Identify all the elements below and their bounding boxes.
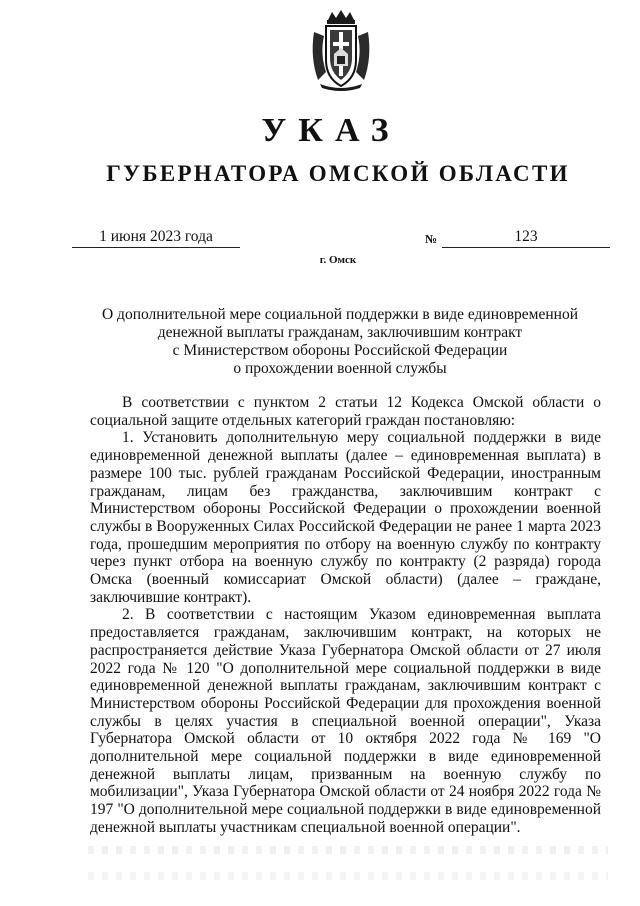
- decree-heading: [90, 306, 590, 378]
- faint-scan-artifact: [88, 846, 608, 854]
- heading-line: с Министерством обороны Российской Федерации: [172, 342, 508, 359]
- faint-scan-artifact: [88, 872, 608, 880]
- decree-number: 123: [442, 228, 610, 248]
- decree-title: УКАЗ: [261, 112, 401, 149]
- heading-line: О дополнительной мере социальной поддержки в виде единовременной: [101, 306, 579, 323]
- clause-2-paragraph: 2. В соответствии с настоящим Указом единовременная выплата предоставляется гражданам, заключившим контракт, на которых не распространяется действие Указа Губернатора Омской области от 27 июля 2022 года № 120 "О дополнительной мере социальной поддержки в виде единовременной денежной выплаты гражданам, заключившим контракт с Министерством обороны Российской Федерации для прохождения военной службы в целях участия в специальной военной операции", Указа Губернатора Омской области от 10 октября 2022 года № 169 "О дополнительной мере социальной поддержки в виде единовременной денежной выплаты лицам, призванным на военную службу по мобилизации", Указа Губернатора Омской области от 24 ноября 2022 года № 197 "О дополнительной мере социальной поддержки в виде единовременной денежной выплаты участникам специальной военной операции".: [90, 606, 601, 836]
- preamble-paragraph: В соответствии с пунктом 2 статьи 12 Кодекса Омской области о социальной защите отдельных категорий граждан постановляю:: [90, 394, 601, 429]
- decree-issuer: ГУБЕРНАТОРА ОМСКОЙ ОБЛАСТИ: [106, 161, 570, 186]
- heading-line: денежной выплаты гражданам, заключившим контракт: [157, 324, 523, 341]
- city-label: г. Омск: [319, 254, 357, 266]
- decree-date: 1 июня 2023 года: [72, 228, 240, 248]
- heading-line: о прохождении военной службы: [233, 360, 447, 377]
- clause-1-paragraph: 1. Установить дополнительную меру социальной поддержки в виде единовременной денежной выплаты (далее – единовременная выплата) в размере 100 тыс. рублей гражданам Российской Федерации, иностранным гражданам, лицам без гражданства, заключившим контракт с Министерством обороны Российской Федерации о прохождении военной службы в Вооруженных Силах Российской Федерации не ранее 1 марта 2023 года, прошедшим мероприятия по отбору на военную службу по контракту через пункт отбора на военную службу по контракту (2 разряда) города Омска (военный комиссариат Омской области) (далее – граждане, заключившие контракт).: [90, 429, 601, 606]
- omsk-coat-of-arms-icon: [306, 8, 376, 92]
- number-sign: №: [425, 232, 438, 246]
- decree-body: [90, 394, 601, 837]
